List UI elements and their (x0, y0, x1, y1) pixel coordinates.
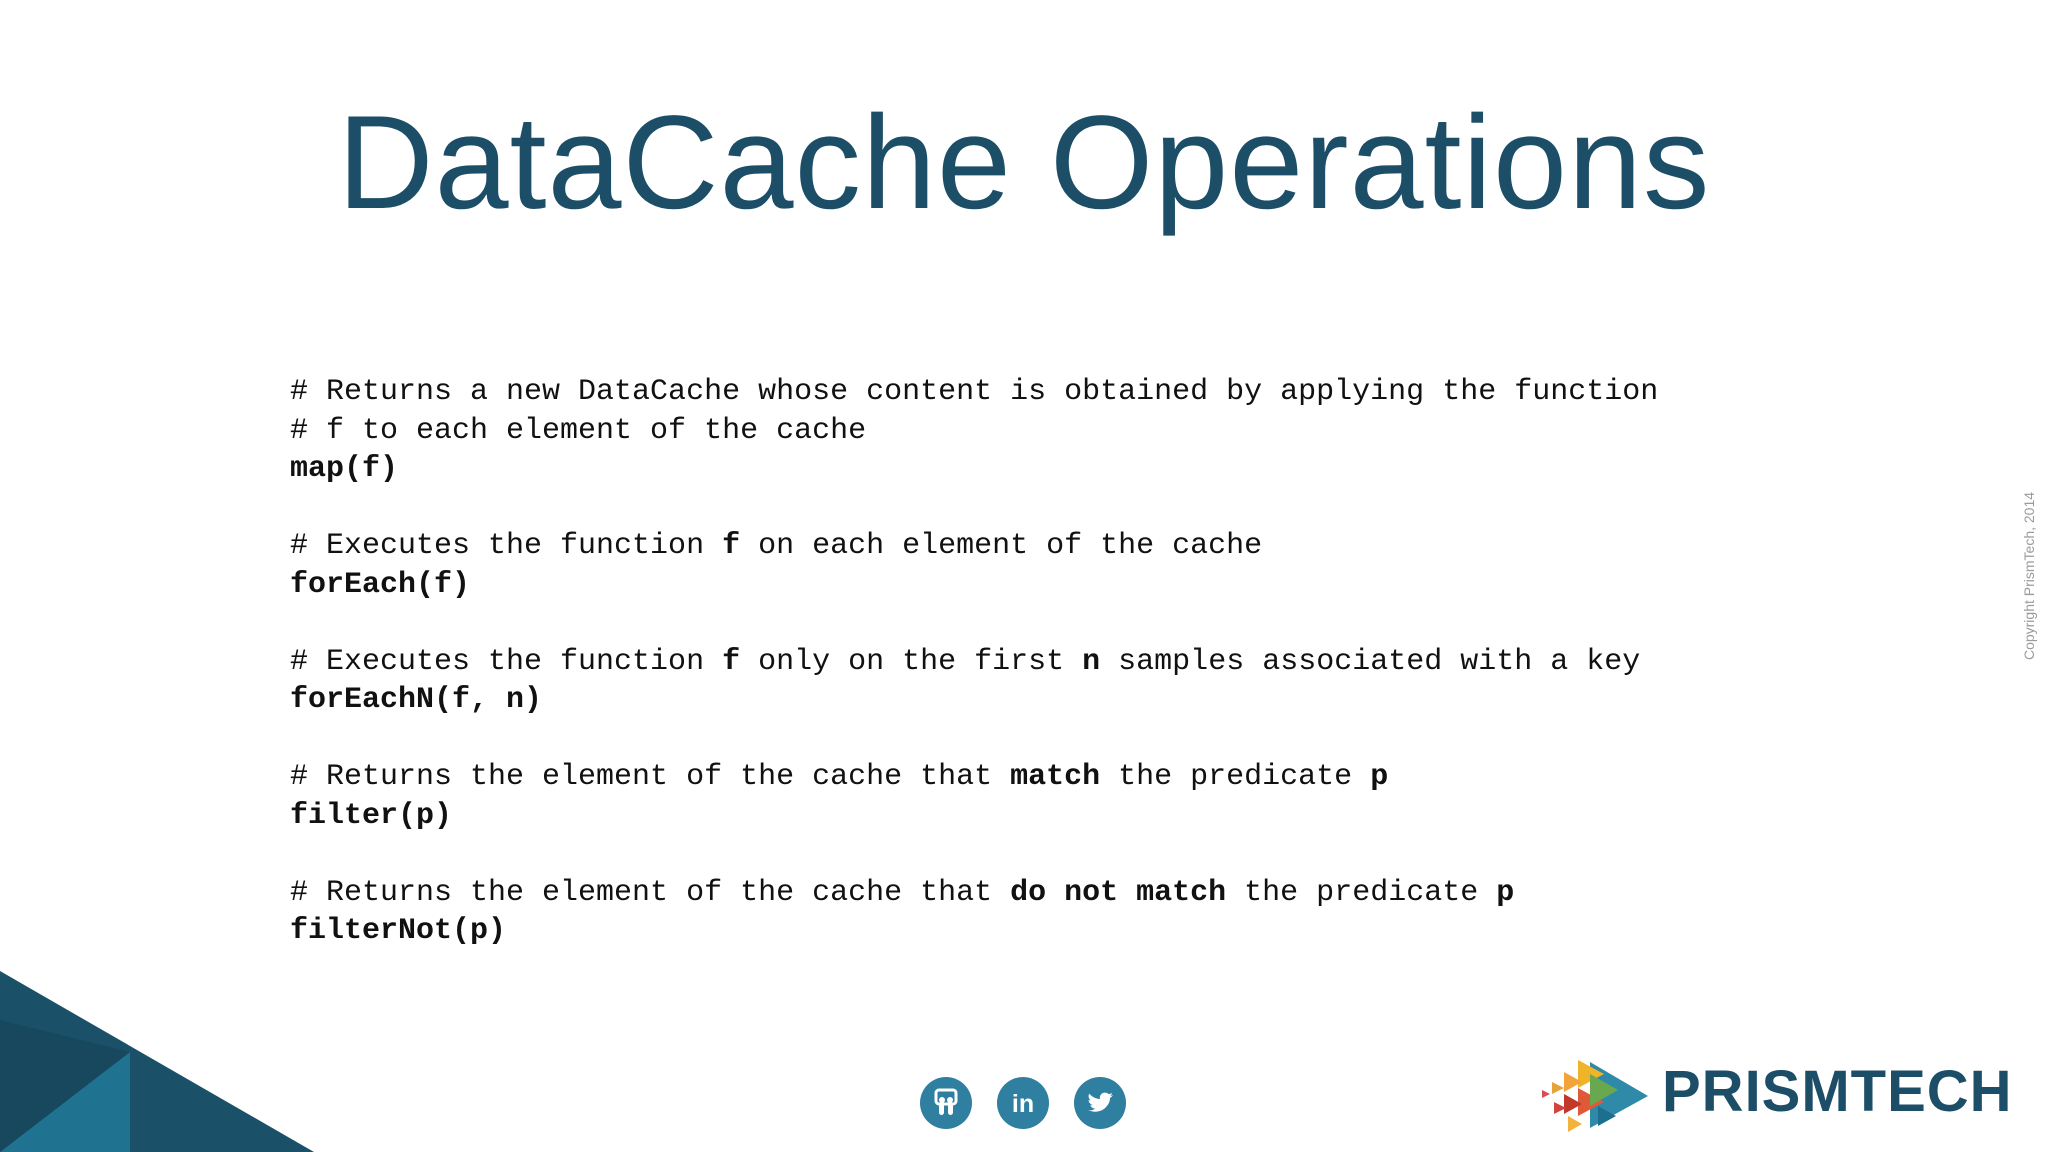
code-signature-foreachn: forEachN(f, n) (290, 683, 543, 717)
code-comment: # Returns the element of the cache that match the predicate p (290, 760, 1389, 794)
prismtech-logo (1538, 1054, 2013, 1134)
code-comment: # Returns the element of the cache that do not match the predicate p (290, 875, 1515, 910)
corner-decoration (0, 960, 320, 1152)
code-comment: # f to each element of the cache (290, 413, 867, 448)
code-comment: # Executes the function f only on the first n samples associated with a key (290, 644, 1641, 679)
brand-name: PRISMTECH (1662, 1059, 2013, 1124)
social-links (920, 1077, 1130, 1129)
code-signature-foreach: forEach(f) (290, 567, 471, 602)
linkedin-icon[interactable] (997, 1077, 1049, 1129)
slide-title: DataCache Operations (337, 89, 1711, 237)
code-comment: # Executes the function f on each element of the cache (290, 529, 1263, 563)
slideshare-icon[interactable] (920, 1077, 972, 1129)
code-comment: # Returns a new DataCache whose content is obtained by applying the function (290, 375, 1659, 409)
prism-logo-icon (1538, 1054, 1650, 1134)
copyright-notice: Copyright PrismTech, 2014 (2021, 491, 2037, 661)
code-signature-filternot: filterNot(p) (290, 914, 507, 948)
twitter-icon[interactable] (1074, 1077, 1126, 1129)
code-signature-filter: filter(p) (290, 798, 453, 833)
linkedin-glyph: in (1011, 1090, 1035, 1118)
code-block (290, 373, 1790, 951)
code-signature-map: map(f) (290, 452, 399, 486)
